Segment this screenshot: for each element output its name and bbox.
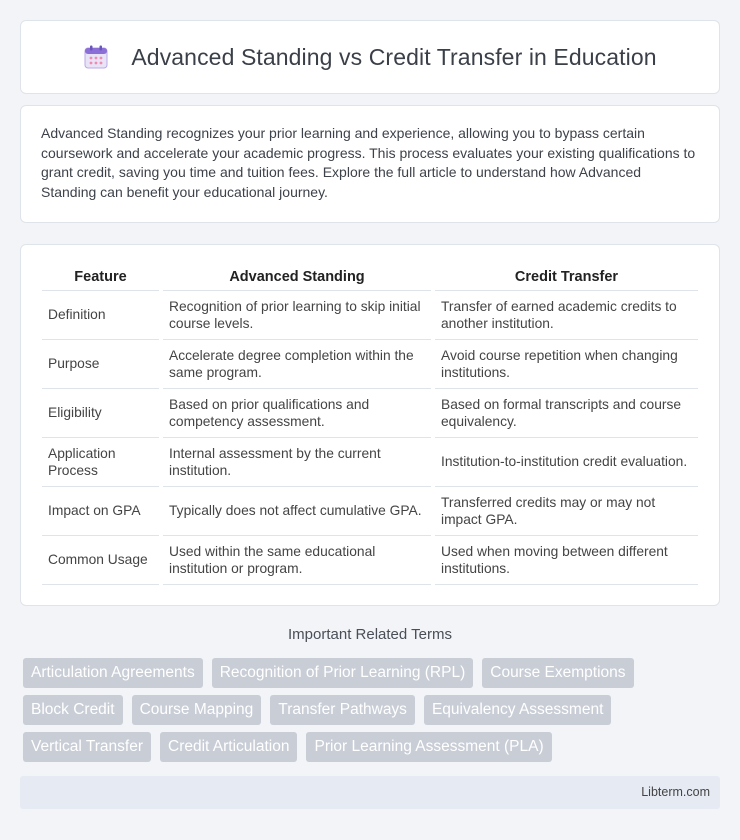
advanced-standing-cell: Based on prior qualifications and competency assessment. [163,389,431,438]
advanced-standing-cell: Internal assessment by the current institution. [163,438,431,487]
related-term-tag[interactable]: Transfer Pathways [270,695,415,725]
related-terms-title: Important Related Terms [288,626,452,643]
related-term-tag[interactable]: Vertical Transfer [23,732,151,762]
table-header-row [42,267,698,291]
feature-cell: Definition [42,291,159,340]
table-row [42,340,698,389]
footer-bar [20,776,720,809]
feature-cell: Purpose [42,340,159,389]
table-row [42,389,698,438]
intro-text: Advanced Standing recognizes your prior learning and experience, allowing you to bypass certain coursework and accelerate your academic progress. This process evaluates your existing qualifications to grant credit, saving you time and tuition fees. Explore the full article to understand how Advanced Standing can benefit your educational journey. [41,125,696,200]
related-term-tag[interactable]: Credit Articulation [160,732,297,762]
credit-transfer-cell: Used when moving between different institutions. [435,536,698,585]
related-term-tag[interactable]: Equivalency Assessment [424,695,611,725]
calendar-icon [83,44,109,70]
related-term-tag[interactable]: Course Mapping [132,695,262,725]
page-title: Advanced Standing vs Credit Transfer in Education [131,43,657,70]
feature-cell: Eligibility [42,389,159,438]
advanced-standing-cell: Recognition of prior learning to skip initial course levels. [163,291,431,340]
related-term-tag[interactable]: Block Credit [23,695,123,725]
related-term-tag[interactable]: Course Exemptions [482,658,633,688]
column-header-feature: Feature [42,267,159,291]
related-term-tag[interactable]: Articulation Agreements [23,658,203,688]
table-row [42,487,698,536]
credit-transfer-cell: Avoid course repetition when changing institutions. [435,340,698,389]
related-terms-list [23,658,723,762]
feature-cell: Impact on GPA [42,487,159,536]
feature-cell: Application Process [42,438,159,487]
column-header-credit-transfer: Credit Transfer [435,267,698,291]
related-term-tag[interactable]: Prior Learning Assessment (PLA) [306,732,551,762]
intro-card [20,105,720,223]
advanced-standing-cell: Typically does not affect cumulative GPA. [163,487,431,536]
advanced-standing-cell: Used within the same educational institution or program. [163,536,431,585]
credit-transfer-cell: Transferred credits may or may not impact GPA. [435,487,698,536]
table-row [42,291,698,340]
title-card [20,20,720,94]
related-term-tag[interactable]: Recognition of Prior Learning (RPL) [212,658,474,688]
advanced-standing-cell: Accelerate degree completion within the same program. [163,340,431,389]
comparison-table [38,267,702,585]
credit-transfer-cell: Based on formal transcripts and course equivalency. [435,389,698,438]
table-row [42,536,698,585]
table-row [42,438,698,487]
comparison-card [20,244,720,606]
site-link[interactable]: Libterm.com [641,785,710,799]
column-header-advanced-standing: Advanced Standing [163,267,431,291]
credit-transfer-cell: Transfer of earned academic credits to another institution. [435,291,698,340]
feature-cell: Common Usage [42,536,159,585]
credit-transfer-cell: Institution-to-institution credit evaluation. [435,438,698,487]
